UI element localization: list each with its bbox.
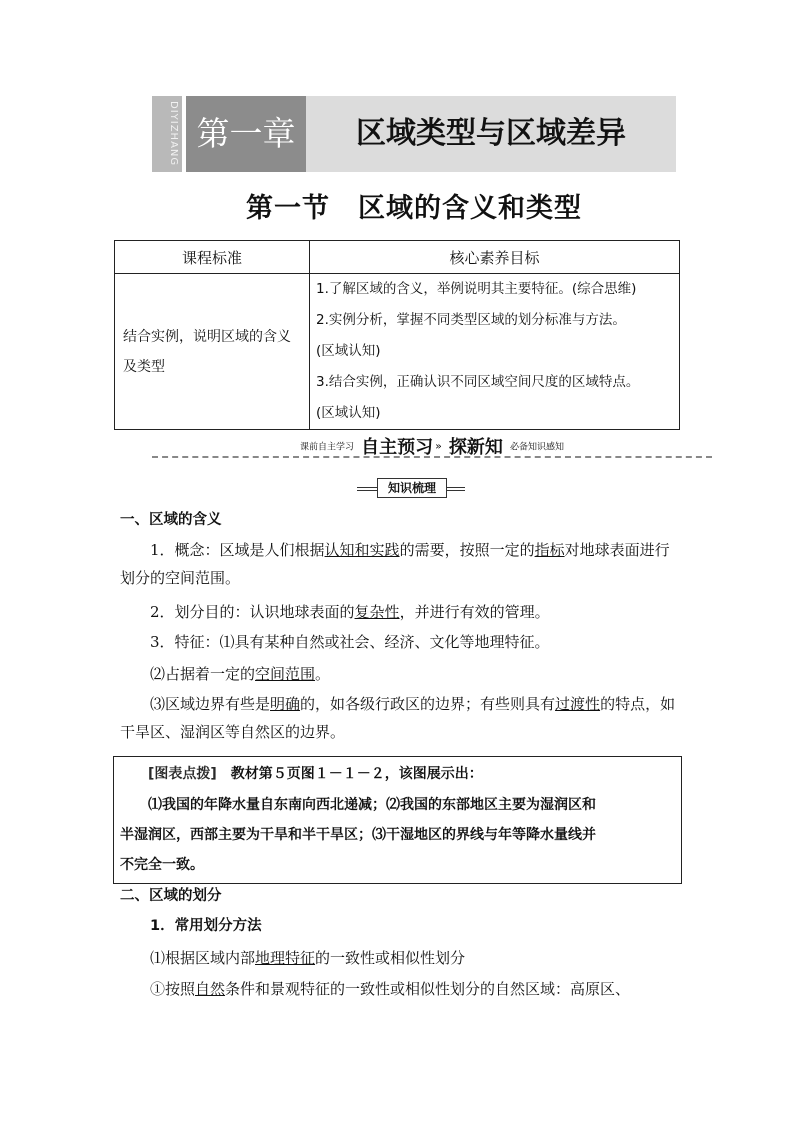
paragraph-feature-3	[120, 690, 676, 746]
goal-line: (区域认知)	[316, 405, 381, 421]
table-header: 核心素养目标	[310, 241, 680, 274]
underlined-term: 明确	[270, 695, 301, 713]
divider-left-caption: 课前自主学习	[299, 442, 354, 453]
text-run: ⑴根据区域内部	[150, 949, 256, 967]
text-run: 条件和景观特征的一致性或相似性划分的自然区域：高原区、	[225, 980, 631, 998]
text-run: 1．概念：区域是人们根据	[150, 541, 325, 559]
underlined-term: 认知和实践	[324, 541, 400, 559]
paragraph-purpose	[120, 598, 676, 626]
text-run: 的一致性或相似性划分	[315, 949, 466, 967]
note-line: ⑴我国的年降水量自东南向西北递减；⑵我国的东部地区主要为湿润区和	[148, 797, 596, 813]
standards-table	[114, 240, 680, 430]
goal-line: 1.了解区域的含义，举例说明其主要特征。(综合思维)	[316, 281, 637, 297]
table-header: 课程标准	[115, 241, 310, 274]
divider-heading-1: 自主预习	[361, 437, 434, 458]
figure-note-box	[113, 756, 682, 884]
text-run: 。	[315, 665, 331, 683]
note-line: 半湿润区，西部主要为干旱和半干旱区；⑶干湿地区的界线与年等降水量线并	[120, 827, 596, 843]
underlined-term: 过渡性	[555, 695, 601, 713]
core-goals-cell	[310, 274, 680, 430]
divider-right-caption: 必备知识感知	[510, 442, 565, 453]
paragraph-method-1	[120, 944, 676, 972]
section-divider	[152, 430, 712, 462]
goal-line: (区域认知)	[316, 343, 381, 359]
section-title: 第一节 区域的含义和类型	[246, 193, 582, 224]
divider-text	[152, 433, 712, 459]
goal-line: 3.结合实例，正确认识不同区域空间尺度的区域特点。	[316, 374, 640, 390]
paragraph-concept	[120, 536, 676, 592]
note-text: 教材第５页图１－１－２，该图展示出：	[230, 766, 483, 782]
note-line: 不完全一致。	[120, 857, 204, 873]
knowledge-label: 知识梳理	[377, 478, 447, 498]
text-run: ①按照	[150, 980, 196, 998]
text-run: ⑵占据着一定的	[150, 665, 256, 683]
banner-side-text: DIYIZHANG	[168, 101, 179, 167]
heading-division-methods: 1．常用划分方法	[150, 918, 262, 934]
banner-side-strip	[152, 96, 182, 172]
text-run: 的，如各级行政区的边界；有些则具有	[300, 695, 556, 713]
goal-line: 2.实例分析，掌握不同类型区域的划分标准与方法。	[316, 312, 626, 328]
paragraph-features: 3．特征：⑴具有某种自然或社会、经济、文化等地理特征。	[150, 633, 550, 651]
note-first-line	[148, 759, 704, 789]
underlined-term: 指标	[534, 541, 565, 559]
underlined-term: 自然	[195, 980, 226, 998]
text-run: 对地球表面进行划分的空间范围。	[120, 541, 670, 587]
text-run: ⑶区域边界有些是	[150, 695, 271, 713]
paragraph-method-1a	[120, 975, 676, 1003]
heading-region-division: 二、区域的划分	[120, 888, 222, 904]
underlined-term: 地理特征	[255, 949, 316, 967]
chapter-number: 第一章	[186, 96, 306, 172]
underlined-term: 复杂性	[354, 603, 400, 621]
heading-region-meaning: 一、区域的含义	[120, 512, 222, 528]
text-run: ，并进行有效的管理。	[399, 603, 550, 621]
table-row	[115, 274, 680, 430]
curriculum-standard-cell: 结合实例，说明区域的含义及类型	[115, 274, 310, 430]
text-run: 的需要，按照一定的	[399, 541, 535, 559]
divider-heading-2: 探新知	[448, 437, 503, 458]
double-chevron-icon: »	[435, 439, 442, 453]
text-run: 2．划分目的：认识地球表面的	[150, 603, 355, 621]
note-label: [图表点拨]	[148, 766, 217, 782]
text-run: 的特点，如干旱区、湿润区等自然区的边界。	[120, 695, 676, 741]
paragraph-feature-2	[120, 660, 676, 688]
knowledge-label-box	[357, 478, 465, 498]
table-header-row	[115, 241, 680, 274]
chapter-title: 区域类型与区域差异	[306, 96, 676, 172]
underlined-term: 空间范围	[255, 665, 316, 683]
chapter-banner	[152, 96, 676, 172]
